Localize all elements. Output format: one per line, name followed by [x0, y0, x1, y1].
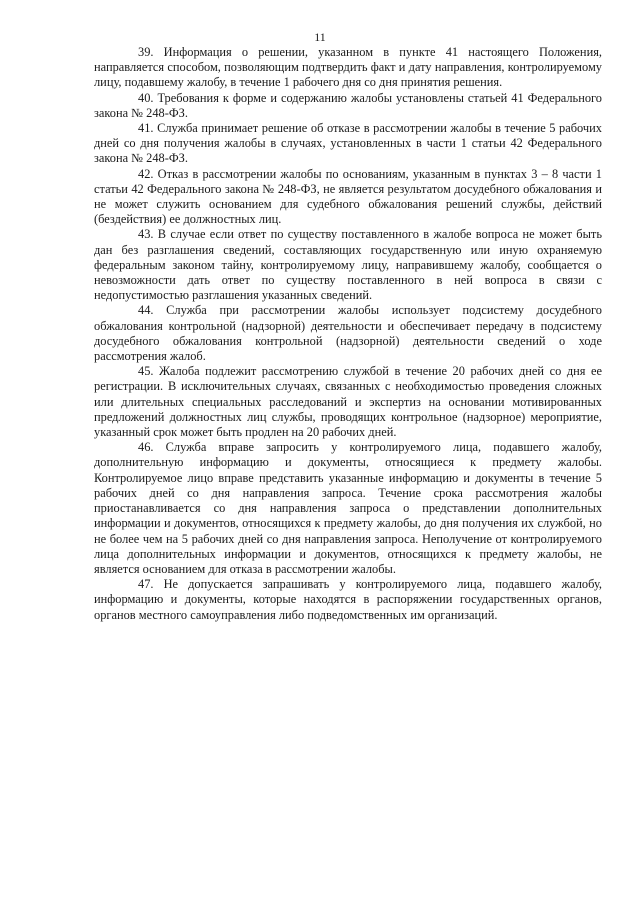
page-number: 11	[314, 30, 326, 44]
paragraph-41: 41. Служба принимает решение об отказе в рассмотрении жалобы в течение 5 рабочих дней со дня получения жалобы в случаях, установленных в части 1 статьи 42 Федерального закона № 248-ФЗ.	[94, 121, 602, 166]
paragraph-44: 44. Служба при рассмотрении жалобы использует подсистему досудебного обжалования контрольной (надзорной) деятельности и обеспечивает передачу в подсистему досудебного обжалования контрольной (надзорной) деятельности сведений о ходе рассмотрения жалоб.	[94, 303, 602, 364]
document-body	[94, 45, 602, 623]
paragraph-45: 45. Жалоба подлежит рассмотрению службой в течение 20 рабочих дней со дня ее регистрации. В исключительных случаях, связанных с необходимостью проведения сложных или длительных специальных расследований и экспертиз на основании мотивированных предложений должностных лиц службы, проводящих контрольное (надзорное) мероприятие, указанный срок может быть продлен на 20 рабочих дней.	[94, 364, 602, 440]
paragraph-42: 42. Отказ в рассмотрении жалобы по основаниям, указанным в пунктах 3 – 8 части 1 статьи 42 Федерального закона № 248-ФЗ, не является результатом досудебного обжалования и не может служить основанием для судебного обжалования решений службы, действий (бездействия) ее должностных лиц.	[94, 166, 602, 227]
paragraph-40: 40. Требования к форме и содержанию жалобы установлены статьей 41 Федерального закона № 248-ФЗ.	[94, 90, 602, 120]
paragraph-43: 43. В случае если ответ по существу поставленного в жалобе вопроса не может быть дан без разглашения сведений, составляющих государственную или иную охраняемую федеральным законом тайну, контролируемому лицу, направившему жалобу, сообщается о невозможности дать ответ по существу поставленного в ней вопроса в связи с недопустимостью разглашения указанных сведений.	[94, 227, 602, 303]
paragraph-39: 39. Информация о решении, указанном в пункте 41 настоящего Положения, направляется способом, позволяющим подтвердить факт и дату направления, контролируемому лицу, подавшему жалобу, в течение 1 рабочего дня со дня принятия решения.	[94, 45, 602, 90]
paragraph-47: 47. Не допускается запрашивать у контролируемого лица, подавшего жалобу, информацию и документы, которые находятся в распоряжении государственных органов, органов местного самоуправления либо подведомственных им организаций.	[94, 577, 602, 622]
paragraph-46: 46. Служба вправе запросить у контролируемого лица, подавшего жалобу, дополнительную информацию и документы, относящиеся к предмету жалобы. Контролируемое лицо вправе представить указанные информацию и документы в течение 5 рабочих дней со дня направления запроса. Течение срока рассмотрения жалобы приостанавливается со дня направления запроса о представлении дополнительных информации и документов, относящихся к предмету жалобы, до дня получения их службой, но не более чем на 5 рабочих дней со дня направления запроса. Неполучение от контролируемого лица дополнительных информации и документов, относящихся к предмету жалобы, не является основанием для отказа в рассмотрении жалобы.	[94, 440, 602, 576]
